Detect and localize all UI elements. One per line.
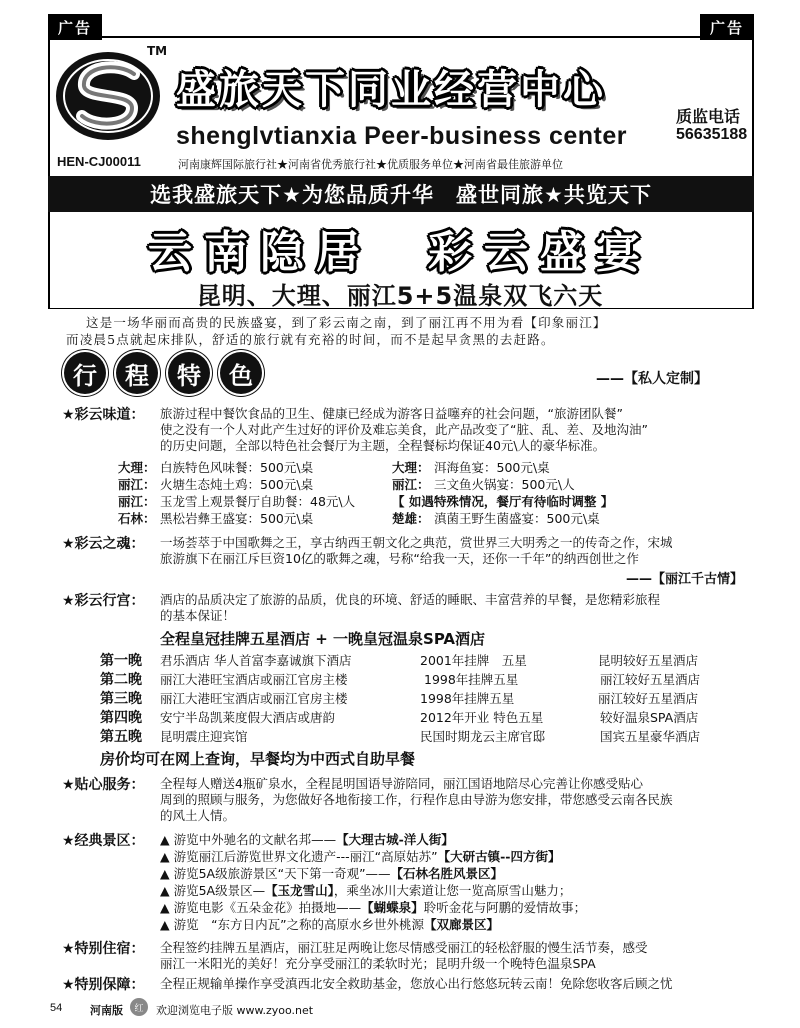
- stay-headline: 全程皇冠挂牌五星酒店 + 一晚皇冠温泉SPA酒店: [160, 630, 486, 648]
- service-line: 周到的照顾与服务，为您做好各地衔接工作，行程作息由导游为您安排，带您感受云南各民族: [160, 792, 673, 807]
- section-label-sights: ★经典景区：: [62, 833, 145, 849]
- night-hotel: 丽江大港旺宝酒店或丽江官房主楼: [160, 691, 348, 706]
- taste-line: 使之没有一个人对此产生过好的评价及难忘美食，此产品改变了“脏、乱、差、及地沟油”: [160, 422, 648, 437]
- sight-after: 聆听金花与阿鹏的爱情故事；: [423, 900, 587, 915]
- meal-city: 丽江：: [118, 477, 156, 492]
- sight-text: ▲ 游览电影《五朵金花》拍摄地——: [160, 900, 362, 915]
- meal-desc: 滇菌王野生菌盛宴：500元\桌: [434, 511, 600, 526]
- feature-char: 程: [116, 352, 158, 394]
- meal-desc: 黑松岩彝王盛宴：500元\桌: [160, 511, 314, 526]
- sight-tag: 【石林名胜风景区】: [390, 866, 504, 881]
- section-label-taste: ★彩云味道：: [62, 407, 145, 423]
- night-hotel: 安宁半岛凯莱度假大酒店或唐韵: [160, 710, 336, 725]
- section-label-lodging: ★特别住宿：: [62, 941, 145, 957]
- meal-city: 丽江：: [392, 477, 430, 492]
- night-note: 国宾五星豪华酒店: [600, 729, 701, 744]
- ad-label-right: 广告: [700, 14, 754, 40]
- sight-tag: 【玉龙雪山】: [265, 883, 334, 898]
- sight-item: [160, 849, 560, 865]
- license-code: HEN-CJ00011: [57, 154, 141, 169]
- soul-line: 一场荟萃于中国歌舞之王，享古纳西王朝文化之典范，赏世界三大明秀之一的传奇之作，宋城: [160, 535, 673, 550]
- sight-text: ▲ 游览丽江后游览世界文化遗产---丽江“高原姑苏”: [160, 849, 438, 864]
- night-label: 第一晚: [100, 653, 142, 669]
- section-label-soul: ★彩云之魂：: [62, 536, 145, 552]
- sight-item: [160, 917, 499, 933]
- night-note: 丽江较好五星酒店: [598, 691, 699, 706]
- top-border: [48, 36, 754, 38]
- sight-text: ▲ 游览5A级旅游景区“天下第一奇观”——: [160, 866, 391, 881]
- sight-item: [160, 900, 586, 916]
- meal-desc: 白族特色风味餐：500元\桌: [160, 460, 314, 475]
- sight-tag: 【双廊景区】: [424, 917, 500, 932]
- meal-city: 大理：: [392, 460, 430, 475]
- night-note: 丽江较好五星酒店: [600, 672, 701, 687]
- meal-city: 大理：: [118, 460, 156, 475]
- sight-item: [160, 866, 503, 882]
- night-hotel: 昆明震庄迎宾馆: [160, 729, 248, 744]
- meal-city: 石林：: [118, 511, 156, 526]
- soul-line: 旅游旗下在丽江斥巨资10亿的歌舞之魂，号称“给我一天，还你一千年”的纳西创世之作: [160, 551, 639, 566]
- section-label-stay: ★彩云行宫：: [62, 593, 145, 609]
- sight-tag: 【蝴蝶泉】: [361, 900, 424, 915]
- stay-line: 的基本保证！: [160, 608, 236, 623]
- night-note: 昆明较好五星酒店: [598, 653, 699, 668]
- safety-line: 全程正规输单操作享受滇西北安全救助基金，您放心出行悠悠玩转云南！免除您收客后顾之忧: [160, 976, 673, 991]
- feature-char: 行: [64, 352, 106, 394]
- sight-after: ，乘坐冰川大索道让您一览高原雪山魅力；: [333, 883, 572, 898]
- intro-paragraph: [66, 314, 756, 348]
- night-label: 第三晚: [100, 691, 142, 707]
- sight-text: ▲ 游览5A级景区—: [160, 883, 266, 898]
- lodging-line: 丽江一米阳光的美好！充分享受丽江的柔软时光；昆明升级一个晚特色温泉SPA: [160, 956, 596, 971]
- ad-label-left: 广告: [48, 14, 102, 40]
- custom-signature: ——【私人定制】: [596, 371, 708, 387]
- script-title: 云南隐居 彩云盛宴: [148, 227, 652, 278]
- night-hotel: 君乐酒店 华人首富李嘉诚旗下酒店: [160, 653, 352, 668]
- edition-label: 河南版: [90, 1004, 123, 1017]
- taste-line: 旅游过程中餐饮食品的卫生、健康已经成为游客日益噻弃的社会问题，“旅游团队餐”: [160, 406, 623, 421]
- night-year: 1998年挂牌五星: [424, 672, 519, 687]
- honors-line: 河南康辉国际旅行社★河南省优秀旅行社★优质服务单位★河南省最佳旅游单位: [178, 158, 563, 171]
- intro-line: 而凌晨5点就起床排队，舒适的旅行就有充裕的时间，而不是起早贪黑的去赶路。: [66, 332, 555, 347]
- feature-char: 色: [220, 352, 262, 394]
- night-year: 2001年挂牌 五星: [420, 653, 527, 668]
- sight-tag: 【大研古镇--四方街】: [437, 849, 561, 864]
- sight-item: [160, 832, 454, 848]
- sight-tag: 【大理古城-洋人街】: [336, 832, 454, 847]
- meal-city: 丽江：: [118, 494, 156, 509]
- slogan-bar: [48, 176, 754, 212]
- quality-phone-label: 质监电话: [676, 107, 741, 126]
- meal-city: 楚雄：: [392, 511, 430, 526]
- trademark: TM: [147, 44, 168, 58]
- company-title-en: shenglvtianxia Peer-business center: [176, 122, 628, 150]
- night-year: 民国时期龙云主席官邸: [420, 729, 546, 744]
- header-separator: [48, 308, 754, 309]
- night-label: 第五晚: [100, 729, 142, 745]
- company-title: 盛旅天下同业经营中心: [176, 67, 606, 113]
- meal-desc: 三文鱼火锅宴：500元\人: [434, 477, 575, 492]
- sight-text: ▲ 游览 “东方日内瓦”之称的高原水乡世外桃源: [160, 917, 425, 932]
- route-title: 昆明、大理、丽江5+5温泉双飞六天: [196, 282, 604, 310]
- night-year: 1998年挂牌五星: [420, 691, 515, 706]
- slogan-text: 选我盛旅天下★为您品质升华 盛世同旅★共览天下: [150, 183, 652, 207]
- price-note: 房价均可在网上查询，早餐均为中西式自助早餐: [100, 750, 416, 768]
- night-label: 第四晚: [100, 710, 142, 726]
- night-note: 较好温泉SPA酒店: [600, 710, 699, 725]
- meal-note: 【 如遇特殊情况，餐厅有待临时调整 】: [392, 494, 614, 509]
- service-line: 的风土人情。: [160, 808, 236, 823]
- meal-desc: 洱海鱼宴：500元\桌: [434, 460, 550, 475]
- section-label-service: ★贴心服务：: [62, 777, 145, 793]
- sight-item: [160, 883, 571, 899]
- taste-line: 的历史问题，全部以特色社会餐厅为主题，全程餐标均保证40元\人的豪华标准。: [160, 438, 606, 453]
- section-label-safety: ★特别保障：: [62, 977, 145, 993]
- company-logo-icon: [52, 44, 170, 144]
- intro-line: 这是一场华丽而高贵的民族盛宴，到了彩云南之南，到了丽江再不用为看【印象丽江】: [86, 315, 607, 330]
- night-label: 第二晚: [100, 672, 142, 688]
- night-hotel: 丽江大港旺宝酒店或丽江官房主楼: [160, 672, 348, 687]
- soul-tag: ——【丽江千古情】: [626, 572, 744, 587]
- stay-line: 酒店的品质决定了旅游的品质，优良的环境、舒适的睡眠、丰富营养的早餐，是您精彩旅程: [160, 592, 661, 607]
- quality-phone-number: 56635188: [676, 126, 748, 143]
- sight-text: ▲ 游览中外驰名的文献名邦——: [160, 832, 337, 847]
- service-line: 全程每人赠送4瓶矿泉水，全程昆明国语导游陪同，丽江国语地陪尽心完善让你感受贴心: [160, 776, 643, 791]
- lodging-line: 全程签约挂牌五星酒店，丽江驻足两晚让您尽情感受丽江的轻松舒服的慢生活节奏，感受: [160, 940, 648, 955]
- page-number: 54: [50, 1002, 63, 1014]
- feature-char: 特: [168, 352, 210, 394]
- meal-desc: 火塘生态炖土鸡：500元\桌: [160, 477, 314, 492]
- footer-site: 欢迎浏览电子版 www.zyoo.net: [156, 1004, 314, 1017]
- meal-desc: 玉龙雪上观景餐厅自助餐：48元\人: [160, 494, 356, 509]
- night-year: 2012年开业 特色五星: [420, 710, 544, 725]
- footer-logo-icon: 红: [130, 998, 148, 1016]
